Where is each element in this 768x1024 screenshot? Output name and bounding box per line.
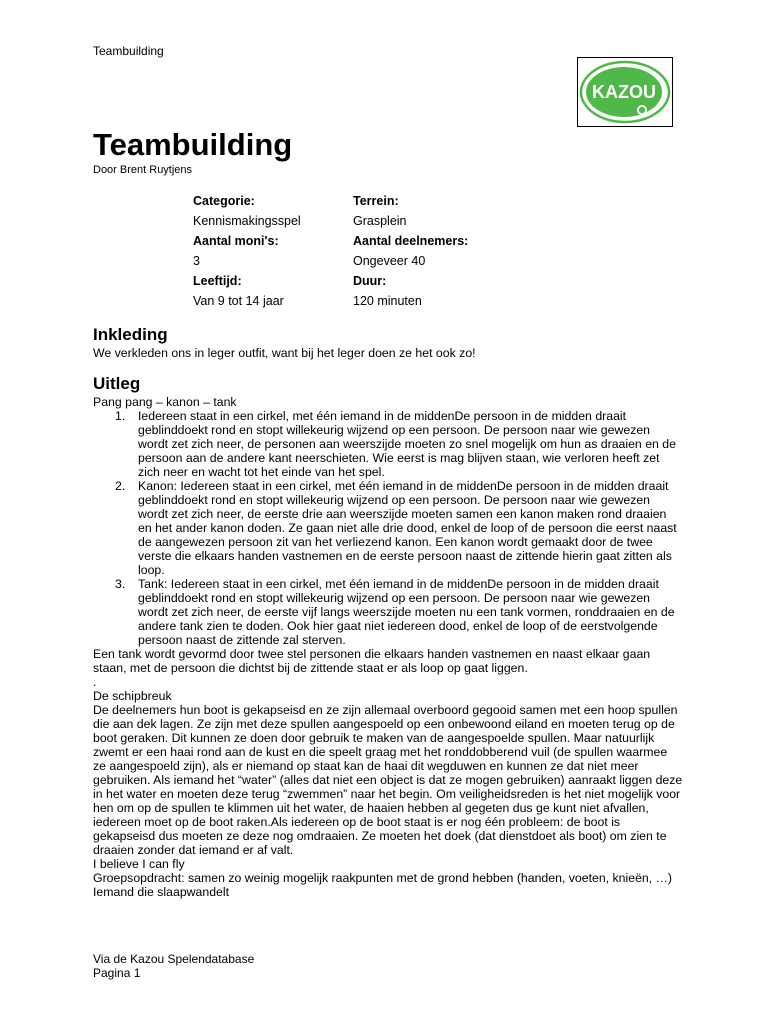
leeftijd-label: Leeftijd: — [193, 274, 242, 288]
schipbreuk-text: De deelnemers hun boot is gekapseisd en ze zijn allemaal overboord gegooid samen met een hoop spullen die aan dek lagen. Ze zijn met deze spullen aangespoeld op een onbewoond eiland en moeten terug op de boot geraken. Dit kunnen ze doen door gebruik te maken van de aangespoelde spullen. Maar natuurlijk zwemt er een haai rond aan de kust en die speelt graag met het ronddobberend vuil (de spullen waarmee ze aangespoeld zijn), als er niemand op staat kan de haai dit wegduwen en kunnen ze dat niet meer gebruiken. Als iemand het “water” (alles dat niet een object is dat ze mogen gebruiken) aanraakt liggen deze in het water en moeten deze terug “zwemmen” naar het begin. Om veiligheidsreden is het niet mogelijk voor hen om op de spullen te klimmen uit het water, de haaien hebben al gegeten dus ge kunt niet afvallen, iedereen moet op de boot raken.Als iedereen op de boot staat is er nog één probleem: de boot is gekapseisd dus moeten ze deze nog omdraaien. Ze moeten het doek (dat dienstdoet als boot) om zien te draaien zonder dat iemand er af valt. — [93, 703, 683, 857]
list-item-text: Kanon: Iedereen staat in een cirkel, met één iemand in de middenDe persoon in de midden draait geblinddoekt rond en stopt willekeurig wijzend op een persoon. De persoon naar wie gewezen wordt zet zich neer, de eerste drie aan weerszijde moeten samen een kanon maken rond draaien en het ander kanon doden. Ze gaan niet alle drie dood, enkel de loop of de persoon die eerst naast de aangewezen persoon zit van het verliezend kanon. Een kanon wordt gemaakt door de twee verste die elkaars handen vastnemen en de eerste persoon naast de zittende hierin gaat zitten als loop. — [138, 479, 677, 577]
stray-dot: . — [93, 675, 97, 689]
meta-row — [193, 273, 513, 293]
groepsopdracht-line: Groepsopdracht: samen zo weinig mogelijk raakpunten met de grond hebben (handen, voeten, knieën, …) — [93, 871, 672, 885]
slaapwandelt-line: Iemand die slaapwandelt — [93, 885, 230, 899]
meta-row — [193, 253, 513, 273]
deelnemers-label: Aantal deelnemers: — [353, 234, 469, 248]
tank-note: Een tank wordt gevormd door twee stel personen die elkaars handen vastnemen en naast elkaar gaan staan, met de persoon die dichtst bij de zittende staat er als loop op gaat liggen. — [93, 647, 651, 675]
uitleg-intro: Pang pang – kanon – tank — [93, 395, 237, 409]
list-item — [93, 577, 683, 647]
game-metadata-table — [193, 193, 513, 313]
inkleding-heading: Inkleding — [93, 325, 168, 344]
schipbreuk-title: De schipbreuk — [93, 689, 172, 703]
terrein-value: Grasplein — [353, 214, 407, 228]
kazou-logo — [577, 57, 673, 127]
monis-label: Aantal moni's: — [193, 234, 279, 248]
page-title: Teambuilding — [93, 127, 293, 162]
believe-line: I believe I can fly — [93, 857, 185, 871]
list-item — [93, 409, 683, 479]
list-item-text: Iedereen staat in een cirkel, met één iemand in de middenDe persoon in de midden draait geblinddoekt rond en stopt willekeurig wijzend op een persoon. De persoon naar wie gewezen wordt zet zich neer, de personen aan weerszijde moeten zo snel mogelijk om hun as draaien en de persoon aan de andere kant neerschieten. Wie eerst is mag blijven staan, wie verloren heeft zet zich neer en wacht tot het einde van het spel. — [138, 409, 676, 479]
meta-row — [193, 233, 513, 253]
duur-value: 120 minuten — [353, 294, 422, 308]
author-line: Door Brent Ruytjens — [93, 164, 193, 176]
duur-label: Duur: — [353, 274, 387, 288]
page-footer — [93, 952, 254, 980]
monis-value: 3 — [193, 254, 200, 268]
meta-row — [193, 293, 513, 313]
list-item — [93, 479, 683, 577]
inkleding-text: We verkleden ons in leger outfit, want bij het leger doen ze het ook zo! — [93, 346, 476, 360]
meta-row — [193, 213, 513, 233]
meta-row — [193, 193, 513, 213]
uitleg-body — [93, 395, 683, 899]
running-header: Teambuilding — [93, 44, 164, 58]
footer-source: Via de Kazou Spelendatabase — [93, 952, 255, 966]
footer-page-number: Pagina 1 — [93, 966, 141, 980]
list-item-number: 2. — [115, 479, 126, 493]
uitleg-list — [93, 409, 683, 647]
list-item-text: Tank: Iedereen staat in een cirkel, met één iemand in de middenDe persoon in de midden draait geblinddoekt rond en stopt willekeurig wijzend op een persoon. De persoon naar wie gewezen wordt zet zich neer, de eerste vijf langs weerszijde moeten nu een tank vormen, ronddraaien en de andere tank zien te doden. Ook hier gaat niet iedereen dood, enkel de loop of de eerstvolgende persoon naast de zittende zal sterven. — [138, 577, 675, 647]
logo-text: KAZOU — [592, 82, 656, 102]
uitleg-heading: Uitleg — [93, 374, 141, 393]
categorie-value: Kennismakingsspel — [193, 214, 301, 228]
terrein-label: Terrein: — [353, 194, 399, 208]
deelnemers-value: Ongeveer 40 — [353, 254, 426, 268]
list-item-number: 1. — [115, 409, 126, 423]
kazou-logo-icon — [578, 58, 672, 126]
list-item-number: 3. — [115, 577, 126, 591]
categorie-label: Categorie: — [193, 194, 255, 208]
leeftijd-value: Van 9 tot 14 jaar — [193, 294, 284, 308]
